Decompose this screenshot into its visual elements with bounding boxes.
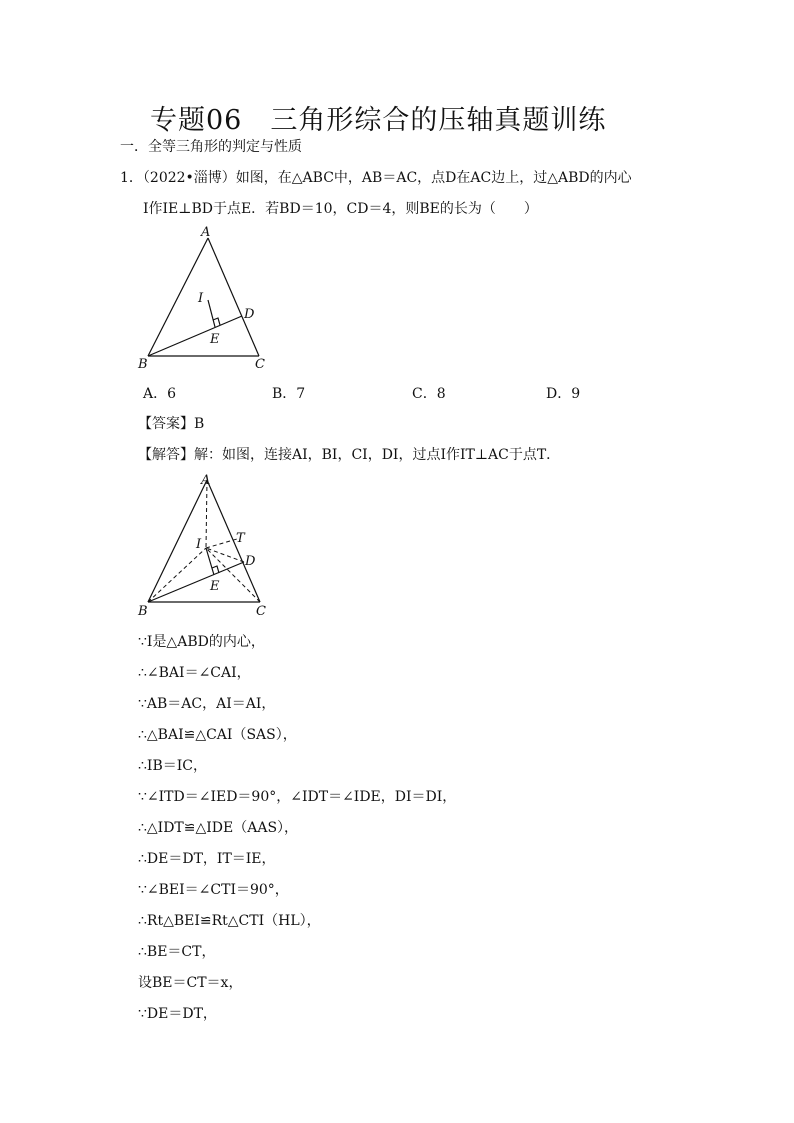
page-title: 专题06 三角形综合的压轴真题训练 <box>150 105 607 136</box>
step-10: ∴Rt△BEI≌Rt△CTI（HL）， <box>138 913 321 929</box>
label-d: D <box>244 307 255 322</box>
label-d: D <box>245 554 256 569</box>
step-3: ∵AB＝AC，AI＝AI， <box>138 696 276 712</box>
figure-2 <box>130 470 280 620</box>
seg-bd <box>148 562 244 602</box>
label-b: B <box>138 357 148 372</box>
step-1: ∵I是△ABD的内心， <box>138 634 265 650</box>
seg-bi <box>148 548 206 602</box>
option-d: D．9 <box>546 386 581 402</box>
step-5: ∴IB＝IC， <box>138 758 207 774</box>
seg-di <box>206 548 244 562</box>
label-i: I <box>198 291 204 306</box>
option-c: C．8 <box>412 386 446 402</box>
label-b: B <box>138 604 148 619</box>
section-heading: 一．全等三角形的判定与性质 <box>120 139 302 155</box>
option-a: A．6 <box>143 386 177 402</box>
label-i: I <box>196 537 202 552</box>
step-11: ∴BE＝CT， <box>138 944 216 960</box>
step-6: ∵∠ITD＝∠IED＝90°，∠IDT＝∠IDE，DI＝DI， <box>138 789 457 805</box>
seg-ie <box>208 300 215 327</box>
label-e: E <box>210 332 220 347</box>
answer: 【答案】B <box>138 416 205 432</box>
figure-1 <box>130 222 280 374</box>
label-c: C <box>255 357 265 372</box>
label-a: A <box>201 225 211 240</box>
question-line-2: I作IE⊥BD于点E．若BD＝10，CD＝4，则BE的长为（ ） <box>143 201 538 217</box>
seg-bd <box>148 316 242 356</box>
label-e: E <box>210 579 220 594</box>
step-8: ∴DE＝DT，IT＝IE， <box>138 851 276 867</box>
seg-ai <box>206 480 207 548</box>
option-b: B．7 <box>272 386 306 402</box>
label-c: C <box>256 604 266 619</box>
label-a: A <box>201 473 211 488</box>
step-7: ∴△IDT≌△IDE（AAS）， <box>138 820 299 836</box>
question-line-1: 1．（2022•淄博）如图，在△ABC中，AB＝AC，点D在AC边上，过△ABD的内心 <box>120 170 632 186</box>
step-4: ∴△BAI≌△CAI（SAS）， <box>138 727 297 743</box>
solution-intro: 【解答】解：如图，连接AI，BI，CI，DI，过点I作IT⊥AC于点T． <box>138 447 561 463</box>
step-2: ∴∠BAI＝∠CAI， <box>138 665 251 681</box>
step-12: 设BE＝CT＝x， <box>138 975 243 991</box>
step-13: ∵DE＝DT， <box>138 1006 217 1022</box>
step-9: ∵∠BEI＝∠CTI＝90°， <box>138 882 289 898</box>
label-t: T <box>236 531 245 546</box>
seg-it <box>206 539 237 548</box>
